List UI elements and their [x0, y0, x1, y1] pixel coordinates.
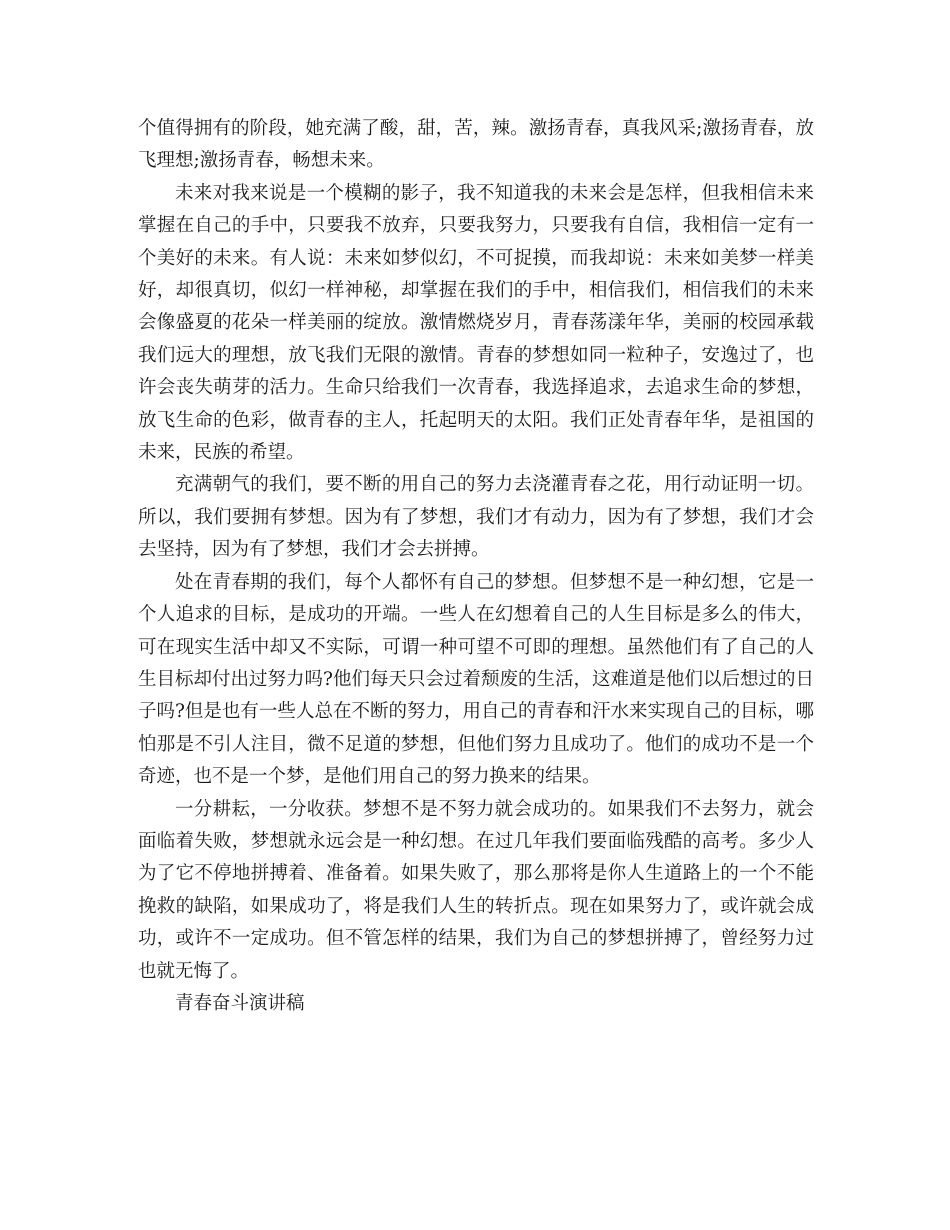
- paragraph-continuation: 个值得拥有的阶段，她充满了酸，甜，苦，辣。激扬青春，真我风采;激扬青春，放飞理想;激扬青春，畅想未来。: [138, 118, 814, 172]
- paragraph-youth-goals: 处在青春期的我们，每个人都怀有自己的梦想。但梦想不是一种幻想，它是一个人追求的目标，是成功的开端。一些人在幻想着自己的人生目标是多么的伟大，可在现实生活中却又不实际，可谓一种可望不可即的理想。虽然他们有了自己的人生目标却付出过努力吗?他们每天只会过着颓废的生活，这难道是他们以后想过的日子吗?但是也有一些人总在不断的努力，用自己的青春和汗水来实现自己的目标，哪怕那是不引人注目，微不足道的梦想，但他们努力且成功了。他们的成功不是一个奇迹，也不是一个梦，是他们用自己的努力换来的结果。: [138, 571, 814, 788]
- section-title: 青春奋斗演讲稿: [175, 992, 305, 1014]
- paragraph-effort: 一分耕耘，一分收获。梦想不是不努力就会成功的。如果我们不去努力，就会面临着失败，梦想就永远会是一种幻想。在过几年我们要面临残酷的高考。多少人为了它不停地拼搏着、准备着。如果失败了，那么那将是你人生道路上的一个不能挽救的缺陷，如果成功了，将是我们人生的转折点。现在如果努力了，或许就会成功，或许不一定成功。但不管怎样的结果，我们为自己的梦想拼搏了，曾经努力过也就无悔了。: [138, 798, 814, 982]
- document-page: [138, 113, 814, 1020]
- paragraph-dreams: 充满朝气的我们，要不断的用自己的努力去浇灌青春之花，用行动证明一切。所以，我们要拥有梦想。因为有了梦想，我们才有动力，因为有了梦想，我们才会去坚持，因为有了梦想，我们才会去拼搏。: [138, 474, 814, 561]
- paragraph-future: 未来对我来说是一个模糊的影子，我不知道我的未来会是怎样，但我相信未来掌握在自己的手中，只要我不放弃，只要我努力，只要我有自信，我相信一定有一个美好的未来。有人说：未来如梦似幻，不可捉摸，而我却说：未来如美梦一样美好，却很真切，似幻一样神秘，却掌握在我们的手中，相信我们，相信我们的未来会像盛夏的花朵一样美丽的绽放。激情燃烧岁月，青春荡漾年华，美丽的校园承载我们远大的理想，放飞我们无限的激情。青春的梦想如同一粒种子，安逸过了，也许会丧失萌芽的活力。生命只给我们一次青春，我选择追求，去追求生命的梦想，放飞生命的色彩，做青春的主人，托起明天的太阳。我们正处青春年华，是祖国的未来，民族的希望。: [138, 182, 814, 464]
